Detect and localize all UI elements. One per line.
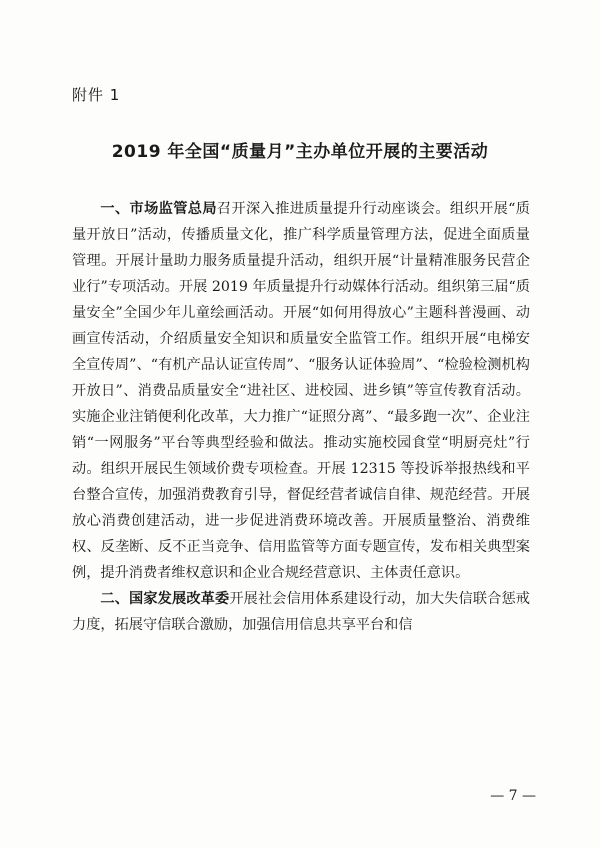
paragraph-heading: 一、市场监管总局 [100, 201, 217, 217]
document-title: 2019 年全国“质量月”主办单位开展的主要活动 [111, 142, 489, 162]
paragraph-heading: 二、国家发展改革委 [100, 591, 230, 607]
paragraph-market-regulation [72, 196, 530, 586]
attachment-label: 附件 1 [72, 86, 121, 104]
body-text [72, 196, 530, 638]
paragraph-ndrc [72, 586, 530, 638]
page-number: — 7 — [490, 788, 536, 804]
paragraph-text: 召开深入推进质量提升行动座谈会。组织开展“质量开放日”活动，传播质量文化，推广科学质量管理方法，促进全面质量管理。开展计量助力服务质量提升活动，组织开展“计量精准服务民营企业行”专项活动。开展 2019 年质量提升行动媒体行活动。组织第三届“质量安全”全国少年儿童绘画活动。开展“如何用得放心”主题科普漫画、动画宣传活动，介绍质量安全知识和质量安全监管工作。组织开展“电梯安全宣传周”、“有机产品认证宣传周”、“服务认证体验周”、“检验检测机构开放日”、消费品质量安全“进社区、进校园、进乡镇”等宣传教育活动。实施企业注销便利化改革，大力推广“证照分离”、“最多跑一次”、企业注销“一网服务”平台等典型经验和做法。推动实施校园食堂“明厨亮灶”行动。组织开展民生领域价费专项检查。开展 12315 等投诉举报热线和平台整合宣传，加强消费教育引导，督促经营者诚信自律、规范经营。开展放心消费创建活动，进一步促进消费环境改善。开展质量整治、消费维权、反垄断、反不正当竞争、信用监管等方面专题宣传，发布相关典型案例，提升消费者维权意识和企业合规经营意识、主体责任意识。 [72, 201, 530, 581]
paragraph-text: 开展社会信用体系建设行动，加大失信联合惩戒力度，拓展守信联合激励，加强信用信息共享平台和信 [72, 591, 530, 633]
